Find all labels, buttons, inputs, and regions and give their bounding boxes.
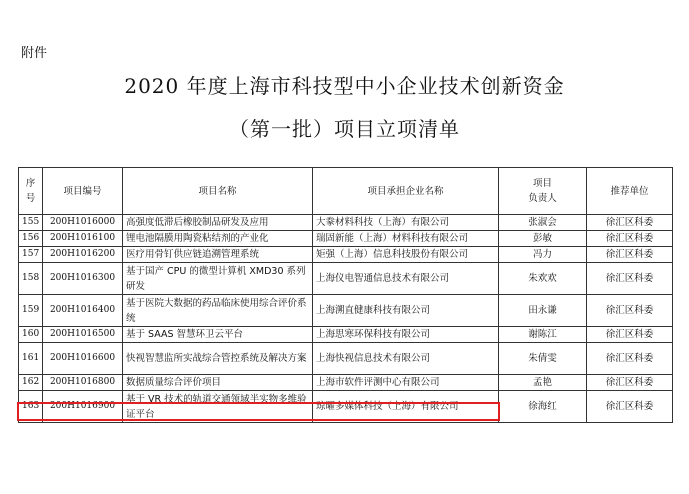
cell-name: 基于国产 CPU 的微型计算机 XMD30 系列研发 bbox=[123, 263, 313, 295]
cell-seq: 156 bbox=[19, 231, 43, 247]
cell-company: 上海思寒环保科技有限公司 bbox=[313, 327, 499, 343]
cell-unit: 徐汇区科委 bbox=[587, 391, 673, 423]
cell-company: 上海仪电智通信息技术有限公司 bbox=[313, 263, 499, 295]
cell-name: 基于医院大数据的药品临床使用综合评价系统 bbox=[123, 295, 313, 327]
table-row bbox=[19, 343, 673, 375]
cell-seq: 160 bbox=[19, 327, 43, 343]
header-seq: 序 号 bbox=[19, 168, 43, 215]
header-code: 项目编号 bbox=[43, 168, 123, 215]
cell-company: 上海溯直健康科技有限公司 bbox=[313, 295, 499, 327]
cell-unit: 徐汇区科委 bbox=[587, 231, 673, 247]
header-unit: 推荐单位 bbox=[587, 168, 673, 215]
cell-seq: 163 bbox=[19, 391, 43, 423]
cell-code: 200H1016900 bbox=[43, 391, 123, 423]
header-leader: 项目 负责人 bbox=[499, 168, 587, 215]
cell-name: 基于 VR 技术的轨道交通领域半实物多维验证平台 bbox=[123, 391, 313, 423]
cell-code: 200H1016400 bbox=[43, 295, 123, 327]
project-list-table bbox=[18, 167, 673, 423]
cell-leader: 徐海红 bbox=[499, 391, 587, 423]
cell-seq: 162 bbox=[19, 375, 43, 391]
cell-code: 200H1016500 bbox=[43, 327, 123, 343]
cell-unit: 徐汇区科委 bbox=[587, 343, 673, 375]
table-header-row bbox=[19, 168, 673, 215]
cell-name: 数据质量综合评价项目 bbox=[123, 375, 313, 391]
cell-name: 医疗用骨钉供应链追溯管理系统 bbox=[123, 247, 313, 263]
header-company: 项目承担企业名称 bbox=[313, 168, 499, 215]
cell-name: 高强度低滞后橡胶制品研发及应用 bbox=[123, 215, 313, 231]
cell-code: 200H1016100 bbox=[43, 231, 123, 247]
cell-unit: 徐汇区科委 bbox=[587, 375, 673, 391]
cell-unit: 徐汇区科委 bbox=[587, 263, 673, 295]
cell-code: 200H1016600 bbox=[43, 343, 123, 375]
table-row bbox=[19, 215, 673, 231]
cell-company: 大豢材料科技（上海）有限公司 bbox=[313, 215, 499, 231]
cell-name: 基于 SAAS 智慧环卫云平台 bbox=[123, 327, 313, 343]
table-row bbox=[19, 391, 673, 423]
cell-name: 快视智慧监所实战综合管控系统及解决方案 bbox=[123, 343, 313, 375]
cell-leader: 谢陈江 bbox=[499, 327, 587, 343]
table-row bbox=[19, 295, 673, 327]
cell-code: 200H1016200 bbox=[43, 247, 123, 263]
cell-leader: 田永谦 bbox=[499, 295, 587, 327]
table-row bbox=[19, 247, 673, 263]
cell-code: 200H1016000 bbox=[43, 215, 123, 231]
cell-leader: 冯力 bbox=[499, 247, 587, 263]
table-row bbox=[19, 327, 673, 343]
cell-seq: 157 bbox=[19, 247, 43, 263]
cell-unit: 徐汇区科委 bbox=[587, 215, 673, 231]
cell-company: 上海市软件评测中心有限公司 bbox=[313, 375, 499, 391]
cell-code: 200H1016800 bbox=[43, 375, 123, 391]
attachment-label: 附件 bbox=[21, 46, 48, 61]
table-row bbox=[19, 263, 673, 295]
document-title-line2: （第一批）项目立项清单 bbox=[229, 117, 460, 141]
cell-company: 上海快视信息技术有限公司 bbox=[313, 343, 499, 375]
cell-unit: 徐汇区科委 bbox=[587, 295, 673, 327]
document-title-line1: 2020 年度上海市科技型中小企业技术创新资金 bbox=[124, 74, 565, 98]
cell-leader: 朱欢欢 bbox=[499, 263, 587, 295]
cell-seq: 158 bbox=[19, 263, 43, 295]
cell-code: 200H1016300 bbox=[43, 263, 123, 295]
cell-seq: 159 bbox=[19, 295, 43, 327]
cell-name: 锂电池隔膜用陶瓷粘结剂的产业化 bbox=[123, 231, 313, 247]
cell-company: 琼曜多媒体科技（上海）有限公司 bbox=[313, 391, 499, 423]
header-name: 项目名称 bbox=[123, 168, 313, 215]
table-row bbox=[19, 231, 673, 247]
cell-company: 瑞固新能（上海）材料科技有限公司 bbox=[313, 231, 499, 247]
cell-leader: 孟艳 bbox=[499, 375, 587, 391]
cell-unit: 徐汇区科委 bbox=[587, 247, 673, 263]
table-row-highlighted bbox=[19, 375, 673, 391]
cell-company: 矩强（上海）信息科技股份有限公司 bbox=[313, 247, 499, 263]
cell-leader: 朱倩雯 bbox=[499, 343, 587, 375]
cell-seq: 161 bbox=[19, 343, 43, 375]
cell-leader: 彭敏 bbox=[499, 231, 587, 247]
cell-leader: 张淑会 bbox=[499, 215, 587, 231]
cell-unit: 徐汇区科委 bbox=[587, 327, 673, 343]
cell-seq: 155 bbox=[19, 215, 43, 231]
